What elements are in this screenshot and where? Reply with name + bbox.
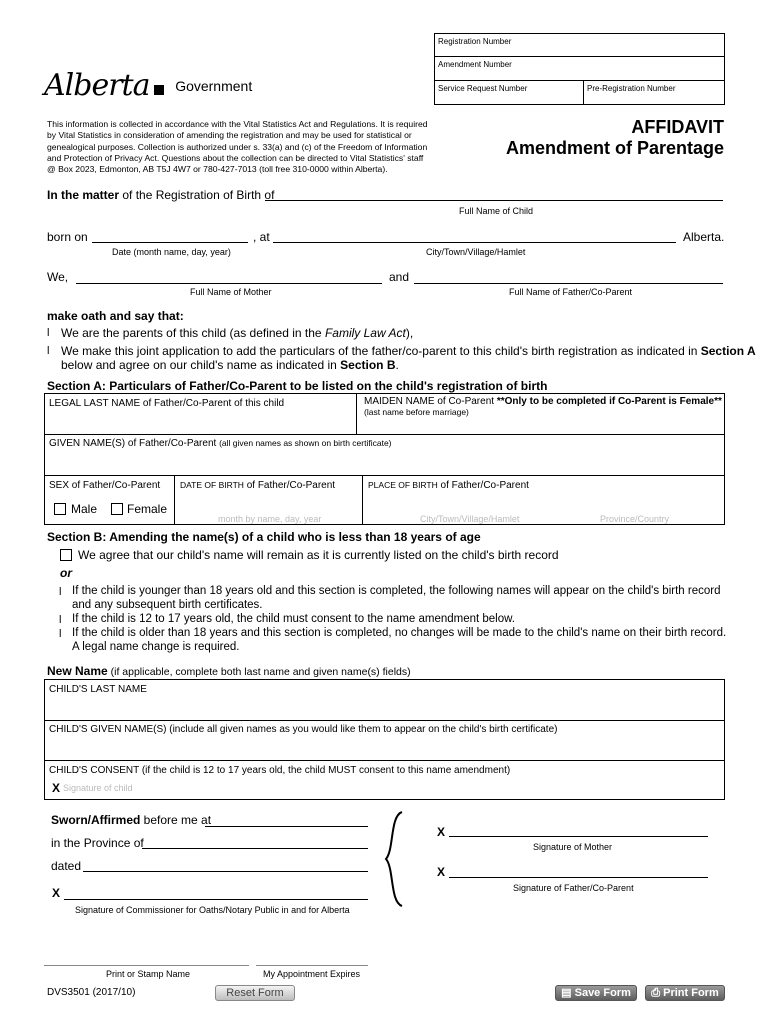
form-title: AFFIDAVIT [631,117,724,137]
agree-label: We agree that our child's name will remain as it is currently listed on the child's birth record [78,548,559,562]
childs-last-name-field[interactable]: CHILD'S LAST NAME [49,684,147,695]
commissioner-signature-field[interactable] [64,899,368,900]
brace-icon [380,810,410,908]
mother-signature-field[interactable] [449,836,708,837]
father-name-field[interactable] [414,283,723,284]
matter-bold: In the matter [47,188,120,202]
father-signature-field[interactable] [449,877,708,878]
and-label: and [389,270,410,284]
dated-label: dated [51,859,82,873]
father-x-mark: X [437,865,446,879]
birth-date-field[interactable] [92,242,248,243]
section-b-bullet-3: If the child is older than 18 years and this section is completed, no changes will be made to the child's name on their birth record. [72,627,727,639]
section-b-bullet-1b: and any subsequent birth certificates. [72,599,263,611]
privacy-line: genealogical purposes. Collection is authorized under s. 33(a) and (c) of the Freedom of Information [47,141,428,152]
childs-consent-field[interactable]: CHILD'S CONSENT (if the child is 12 to 17 years old, the child MUST consent to this name amendment) [49,765,511,776]
bullet-icon: l [59,614,62,626]
child-full-name-field[interactable] [265,200,723,201]
form-code: DVS3501 (2017/10) [47,987,136,998]
dated-field[interactable] [83,871,368,872]
new-name-table [44,679,725,800]
appointment-caption: My Appointment Expires [263,969,361,979]
privacy-line: This information is collected in accordance with the Vital Statistics Act and Regulations. It is required [47,119,428,129]
province-field[interactable] [142,848,368,849]
male-checkbox[interactable] [54,503,66,515]
commissioner-x-mark: X [52,886,61,900]
city-hint: City/Town/Village/Hamlet [420,514,520,524]
alberta-logo [44,68,252,108]
dob-hint: month by name, day, year [218,514,322,524]
section-b-heading: Section B: Amending the name(s) of a child who is less than 18 years of age [47,530,481,544]
save-form-button[interactable]: ▤ Save Form [555,985,637,1001]
bullet-icon: l [47,345,50,357]
reset-form-button[interactable]: Reset Form [215,985,295,1001]
privacy-line: by Vital Statistics in consideration of amending the registration and may be used for statistical or [47,130,412,141]
mother-signature-caption: Signature of Mother [533,842,613,852]
signature-of-child-hint: Signature of child [63,783,133,793]
agree-checkbox[interactable] [60,549,72,561]
we-label: We, [47,270,69,284]
at-label: , at [253,230,270,244]
child-name-caption: Full Name of Child [459,206,534,216]
given-names-field[interactable]: GIVEN NAME(S) of Father/Co-Parent (all given names as shown on birth certificate) [49,438,392,449]
amendment-number-field[interactable]: Amendment Number [438,60,512,69]
new-name-label: New Name (if applicable, complete both last name and given name(s) fields) [47,664,411,678]
father-caption: Full Name of Father/Co-Parent [509,287,633,297]
oath-line-1: We are the parents of this child (as defined in the Family Law Act), [61,326,414,340]
oath-line-2: We make this joint application to add the particulars of the father/co-parent to this child's birth registration as indicated in Section A [61,344,756,358]
maiden-name-field[interactable]: MAIDEN NAME of Co-Parent **Only to be completed if Co-Parent is Female** [364,396,722,407]
print-form-button[interactable]: ⎙ Print Form [645,985,725,1001]
section-b-bullet-1: If the child is younger than 18 years old and this section is completed, the following names will appear on the child's birth record [72,585,721,597]
or-label: or [60,566,72,580]
bullet-icon: l [59,628,62,640]
privacy-line: and Protection of Privacy Act. Questions about the collection can be directed to Vital Statistics' staff [47,152,424,163]
pre-registration-number-field[interactable]: Pre-Registration Number [587,84,676,93]
commissioner-caption: Signature of Commissioner for Oaths/Notary Public in and for Alberta [75,905,350,915]
maiden-note: (last name before marriage) [364,407,469,417]
appointment-field[interactable] [256,965,368,966]
print-icon: ⎙ [651,987,661,999]
father-signature-caption: Signature of Father/Co-Parent [513,883,634,893]
oath-heading: make oath and say that: [47,309,184,323]
mother-name-field[interactable] [76,283,382,284]
alberta-label: Alberta. [683,230,725,244]
sworn-at-field[interactable] [205,826,368,827]
male-label: Male [71,502,98,516]
city-caption: City/Town/Village/Hamlet [426,247,526,257]
mother-caption: Full Name of Mother [190,287,272,297]
oath-line-3: below and agree on our child's name as indicated in Section B. [61,358,399,372]
born-on-label: born on [47,230,88,244]
date-of-birth-field[interactable]: DATE OF BIRTH of Father/Co-Parent [180,480,336,491]
section-a-heading: Section A: Particulars of Father/Co-Parent to be listed on the child's registration of birth [47,379,548,393]
print-name-field[interactable] [44,965,249,966]
female-label: Female [127,502,168,516]
logo-government: Government [175,78,253,94]
sworn-label: Sworn/Affirmed before me at [51,813,212,827]
childs-given-names-field[interactable]: CHILD'S GIVEN NAME(S) (include all given names as you would like them to appear on the child's birth certificate) [49,724,558,735]
section-b-bullet-3b: A legal name change is required. [72,641,240,653]
privacy-line: @ Box 2023, Edmonton, AB T5J 4W7 or 780-427-7013 (toll free 310-0000 within Alberta). [47,164,388,175]
bullet-icon: l [59,586,62,598]
matter-label [47,188,274,202]
bullet-icon: l [47,327,50,339]
mother-x-mark: X [437,825,446,839]
registration-number-field[interactable]: Registration Number [438,37,512,46]
province-label: in the Province of [51,836,144,850]
place-of-birth-field[interactable]: PLACE OF BIRTH of Father/Co-Parent [368,480,529,491]
logo-mark [154,85,164,95]
form-subtitle: Amendment of Parentage [505,138,724,158]
birth-city-field[interactable] [273,242,676,243]
female-checkbox[interactable] [111,503,123,515]
date-caption: Date (month name, day, year) [112,247,231,257]
service-request-number-field[interactable]: Service Request Number [438,84,528,93]
consent-x-mark: X [52,781,61,795]
matter-rest: of the Registration of Birth of [122,188,275,202]
print-name-caption: Print or Stamp Name [106,969,191,979]
sex-label: SEX of Father/Co-Parent [49,480,161,491]
legal-last-name-field[interactable]: LEGAL LAST NAME of Father/Co-Parent of this child [49,398,285,409]
province-hint: Province/Country [600,514,670,524]
section-b-bullet-2: If the child is 12 to 17 years old, the child must consent to the name amendment below. [72,613,516,625]
logo-wordmark: Alberta [44,68,150,103]
privacy-notice [47,119,447,175]
save-icon: ▤ [561,987,572,999]
